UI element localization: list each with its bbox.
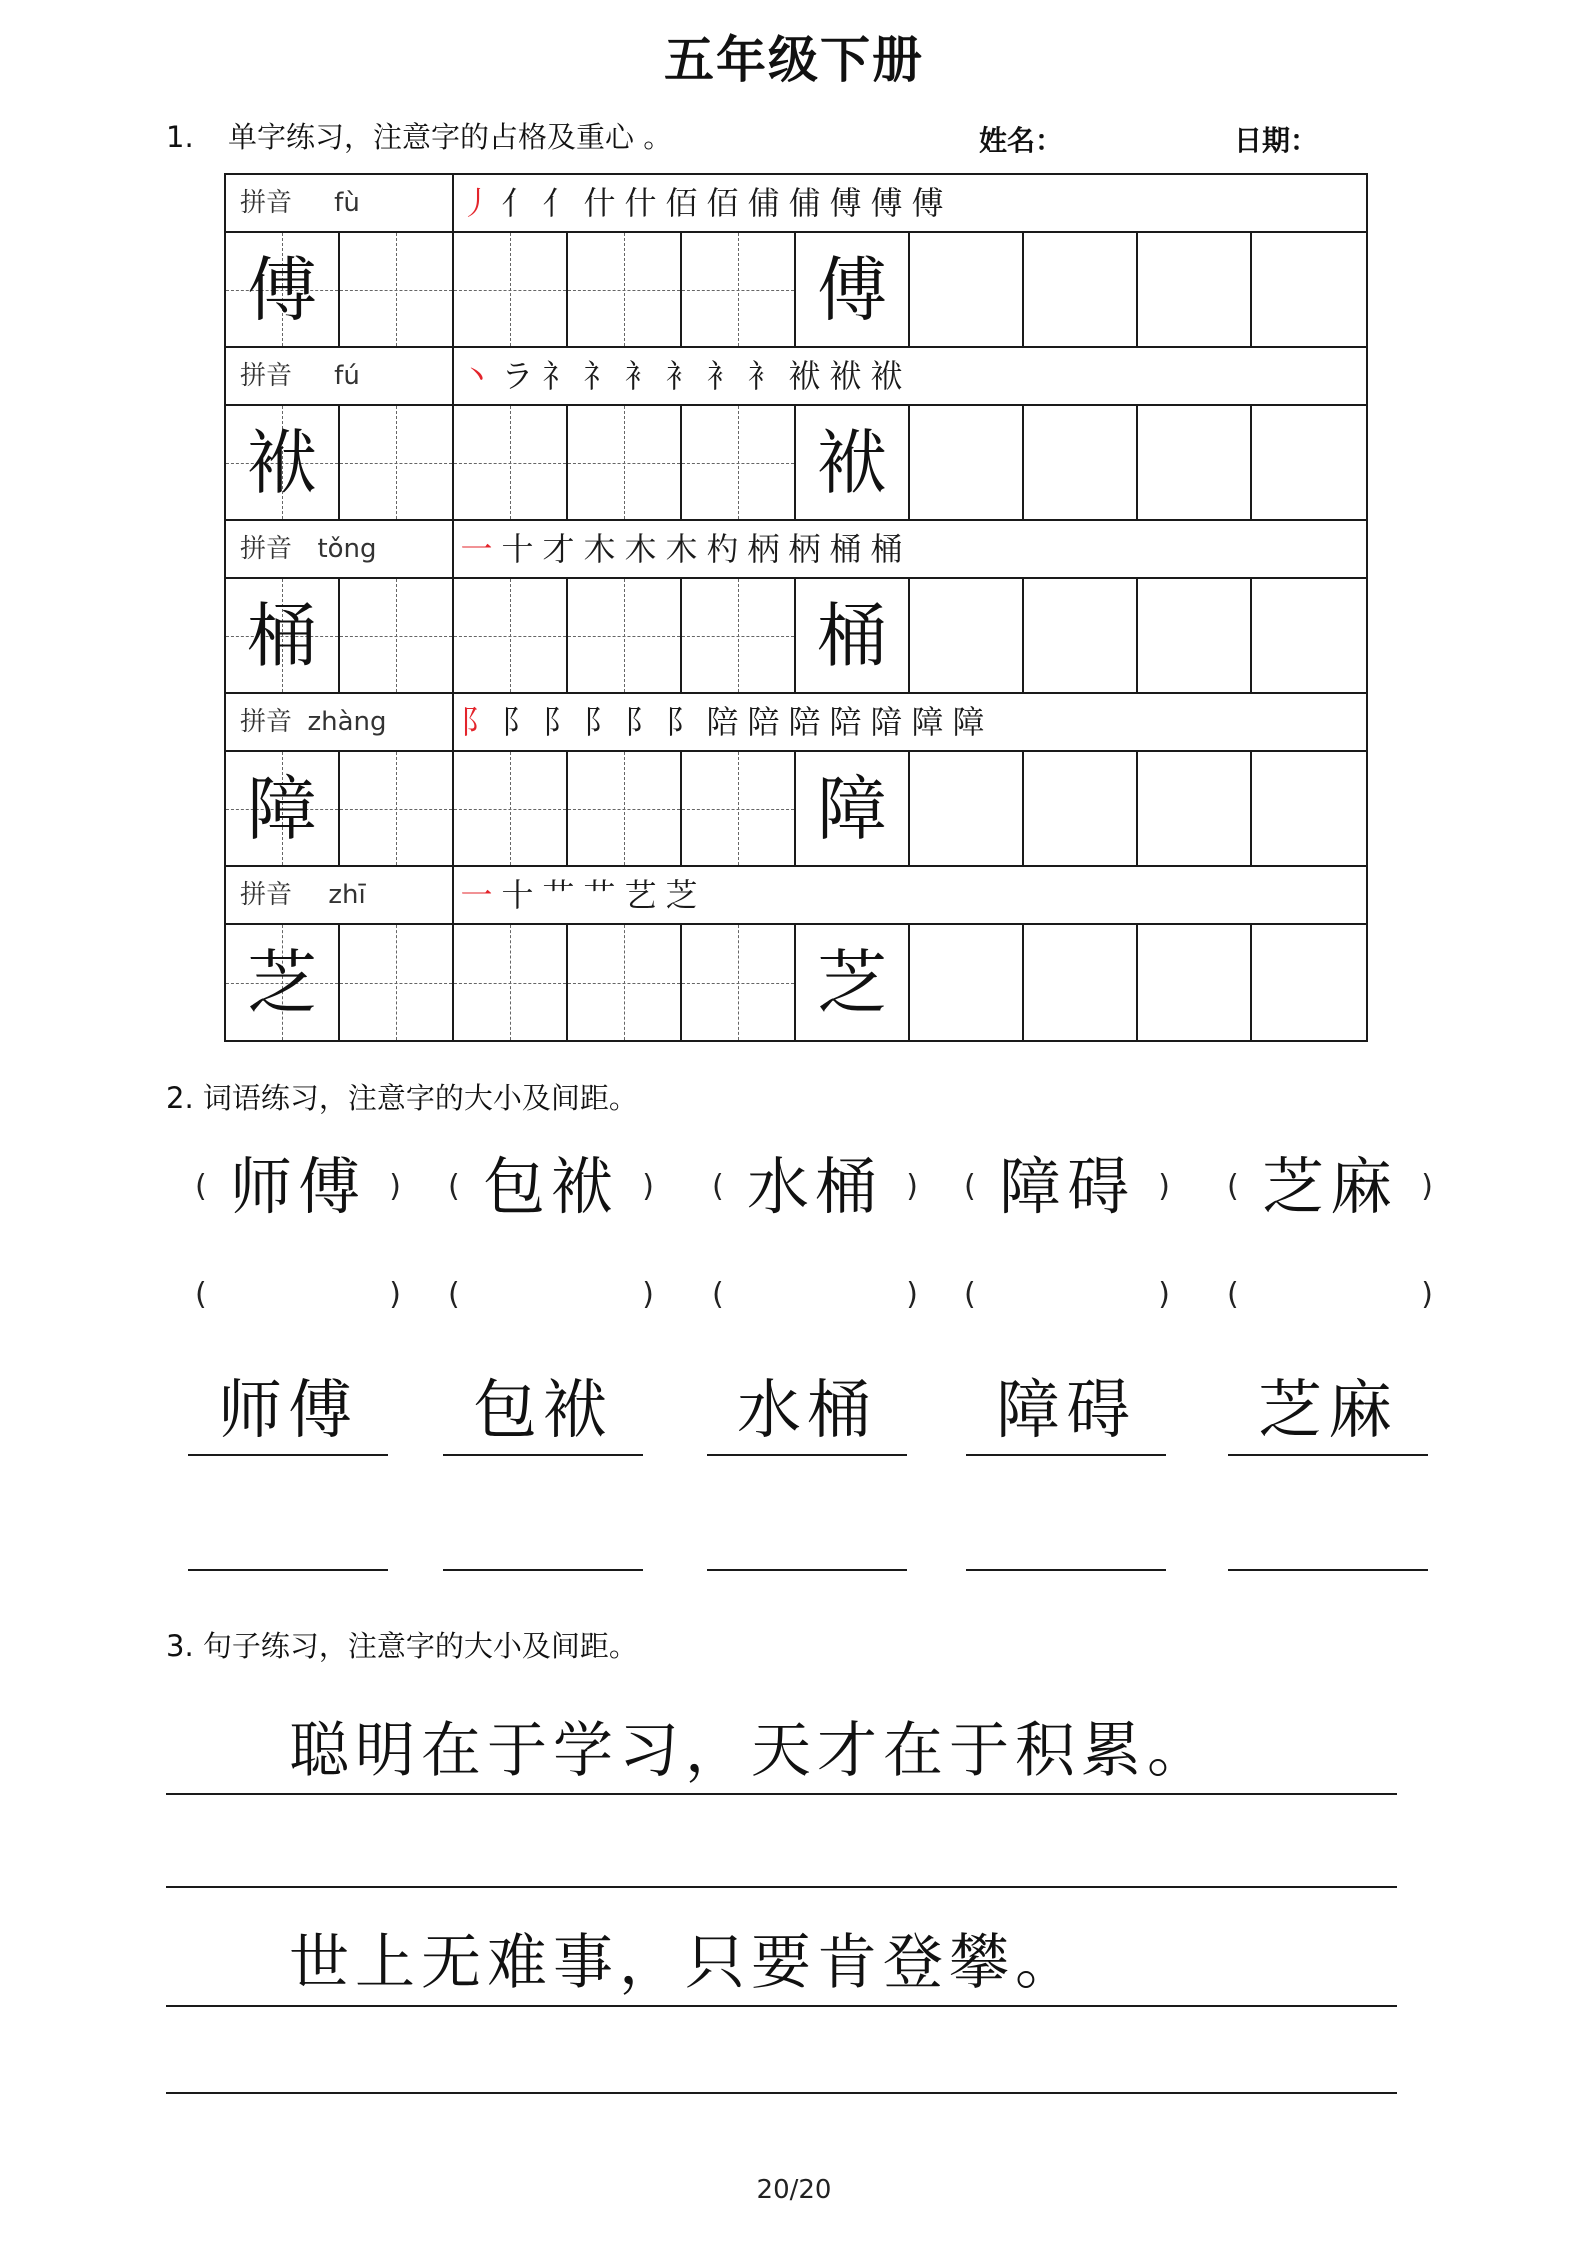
stroke-step: 佰: [665, 184, 698, 222]
section2-instruction: 2. 词语练习，注意字的大小及间距。: [166, 1081, 638, 1115]
practice-cell: [1024, 406, 1138, 519]
stroke-step: ラ: [501, 357, 534, 395]
blank-underline: [188, 1535, 388, 1571]
underlined-word: 障碍: [966, 1368, 1166, 1456]
name-label: 姓名：: [979, 124, 1064, 157]
page-title: 五年级下册: [664, 31, 924, 89]
stroke-step: 丶: [460, 357, 493, 395]
pinyin-row: [226, 348, 1366, 406]
stroke-step: 木: [583, 530, 616, 568]
practice-cell: [454, 752, 568, 865]
pinyin-label-area: [226, 175, 454, 231]
paren-close: ): [906, 1277, 918, 1312]
char-row: [226, 406, 1366, 521]
copy-char: 桶: [817, 594, 887, 677]
stroke-order: [456, 348, 907, 404]
practice-cell: [910, 406, 1024, 519]
practice-cell: [682, 579, 796, 692]
stroke-step: 阝: [624, 703, 657, 741]
practice-cell: [340, 233, 454, 346]
stroke-step: 木: [665, 530, 698, 568]
stroke-step: 芝: [665, 876, 698, 914]
paren-close: ): [642, 1277, 654, 1312]
practice-cell: [1252, 406, 1366, 519]
stroke-step: 丿: [460, 184, 493, 222]
practice-cell: [1024, 752, 1138, 865]
stroke-step: 佰: [706, 184, 739, 222]
stroke-step: 柄: [788, 530, 821, 568]
stroke-step: 桶: [829, 530, 862, 568]
practice-cell: [1252, 925, 1366, 1040]
section3-instruction: 3. 句子练习，注意字的大小及间距。: [166, 1629, 638, 1663]
practice-cell: [910, 925, 1024, 1040]
practice-cell: [682, 925, 796, 1040]
stroke-step: 衤: [624, 357, 657, 395]
stroke-step: 桶: [870, 530, 903, 568]
stroke-step: 才: [542, 530, 575, 568]
paren-close: ): [1158, 1169, 1170, 1204]
stroke-step: 柄: [747, 530, 780, 568]
practice-cell: [1138, 579, 1252, 692]
copy-char: 芝: [817, 941, 887, 1024]
stroke-step: 障: [952, 703, 985, 741]
model-char-cell: [226, 579, 340, 692]
model-char: 傅: [247, 248, 317, 331]
paren-open: (: [1227, 1169, 1239, 1204]
model-char-cell: [226, 406, 340, 519]
stroke-step: 木: [624, 530, 657, 568]
practice-cell: [340, 579, 454, 692]
pinyin-row: [226, 175, 1366, 233]
practice-cell: [340, 752, 454, 865]
practice-cell: [910, 579, 1024, 692]
model-word: 芝麻: [1261, 1150, 1398, 1223]
pinyin-label: 拼音: [240, 188, 293, 218]
practice-cell: [454, 579, 568, 692]
practice-cell: [1138, 752, 1252, 865]
stroke-step: 十: [501, 876, 534, 914]
char-row: [226, 579, 1366, 694]
pinyin-label: 拼音: [240, 880, 293, 910]
date-label: 日期：: [1234, 124, 1319, 157]
word-group: [712, 1142, 918, 1232]
pinyin-label-area: [226, 867, 454, 923]
paren-open: (: [1227, 1277, 1239, 1312]
model-char: 芝: [247, 941, 317, 1024]
stroke-step: 十: [501, 530, 534, 568]
practice-cell: [1138, 233, 1252, 346]
stroke-step: 隌: [870, 703, 903, 741]
blank-paren-group: [1227, 1275, 1433, 1315]
paren-open: (: [195, 1277, 207, 1312]
stroke-step: 障: [911, 703, 944, 741]
copy-char-cell: [796, 925, 910, 1040]
word-group: [1227, 1142, 1433, 1232]
model-word: 障碍: [998, 1150, 1135, 1223]
practice-cell: [454, 925, 568, 1040]
underlined-word: 芝麻: [1228, 1368, 1428, 1456]
stroke-step: 傅: [870, 184, 903, 222]
copy-char-cell: [796, 233, 910, 346]
blank-underline: [1228, 1535, 1428, 1571]
stroke-step: 阝: [665, 703, 698, 741]
stroke-step: 什: [624, 184, 657, 222]
practice-cell: [682, 752, 796, 865]
stroke-step: 袱: [870, 357, 903, 395]
practice-cell: [1252, 752, 1366, 865]
stroke-step: 陪: [747, 703, 780, 741]
stroke-step: 阝: [460, 703, 493, 741]
copy-char: 傅: [817, 248, 887, 331]
stroke-order: [456, 867, 702, 923]
practice-cell: [1024, 233, 1138, 346]
copy-char-cell: [796, 406, 910, 519]
pinyin-text: fú: [334, 361, 360, 391]
model-char: 桶: [247, 594, 317, 677]
paren-open: (: [712, 1277, 724, 1312]
model-word: 包袱: [482, 1150, 619, 1223]
blank-writing-line: [166, 2092, 1397, 2094]
paren-open: (: [964, 1169, 976, 1204]
underlined-word: 水桶: [707, 1368, 907, 1456]
paren-open: (: [964, 1277, 976, 1312]
paren-open: (: [448, 1169, 460, 1204]
paren-close: ): [389, 1277, 401, 1312]
copy-char-cell: [796, 752, 910, 865]
stroke-step: 衤: [665, 357, 698, 395]
underlined-word: 包袱: [443, 1368, 643, 1456]
model-char: 袱: [247, 421, 317, 504]
pinyin-text: zhàng: [307, 707, 387, 737]
stroke-step: 一: [460, 876, 493, 914]
practice-cell: [1252, 233, 1366, 346]
copy-char: 袱: [817, 421, 887, 504]
char-row: [226, 925, 1366, 1040]
stroke-step: 阝: [501, 703, 534, 741]
blank-underline: [443, 1535, 643, 1571]
pinyin-label: 拼音: [240, 707, 293, 737]
pinyin-label-area: [226, 521, 454, 577]
blank-paren-group: [712, 1275, 918, 1315]
model-char: 障: [247, 767, 317, 850]
stroke-step: 俌: [747, 184, 780, 222]
practice-cell: [910, 233, 1024, 346]
pinyin-label-area: [226, 348, 454, 404]
pinyin-label: 拼音: [240, 534, 293, 564]
pinyin-row: [226, 694, 1366, 752]
stroke-step: 亻: [501, 184, 534, 222]
pinyin-text: zhī: [328, 880, 366, 910]
stroke-step: 陪: [829, 703, 862, 741]
blank-writing-line: [166, 1886, 1397, 1888]
stroke-step: 傅: [829, 184, 862, 222]
practice-cell: [1138, 406, 1252, 519]
blank-underline: [966, 1535, 1166, 1571]
practice-cell: [454, 406, 568, 519]
pinyin-row: [226, 867, 1366, 925]
stroke-step: 陪: [706, 703, 739, 741]
practice-cell: [454, 233, 568, 346]
model-sentence: 聪明在于学习，天才在于积累。: [166, 1709, 1397, 1795]
stroke-step: 俌: [788, 184, 821, 222]
practice-cell: [568, 752, 682, 865]
stroke-step: 杓: [706, 530, 739, 568]
char-row: [226, 752, 1366, 867]
stroke-step: 艹: [583, 876, 616, 914]
stroke-step: 礻: [542, 357, 575, 395]
paren-open: (: [448, 1277, 460, 1312]
blank-underline: [707, 1535, 907, 1571]
practice-cell: [568, 406, 682, 519]
blank-paren-group: [448, 1275, 654, 1315]
stroke-step: 什: [583, 184, 616, 222]
practice-cell: [340, 406, 454, 519]
paren-open: (: [195, 1169, 207, 1204]
practice-cell: [1024, 925, 1138, 1040]
model-char-cell: [226, 925, 340, 1040]
model-sentence: 世上无难事，只要肯登攀。: [166, 1921, 1397, 2007]
stroke-step: 袱: [829, 357, 862, 395]
paren-close: ): [1421, 1169, 1433, 1204]
section1-instruction: 单字练习，注意字的占格及重心 。: [228, 120, 673, 154]
stroke-step: 亻: [542, 184, 575, 222]
practice-cell: [910, 752, 1024, 865]
pinyin-label-area: [226, 694, 454, 750]
stroke-step: 礻: [583, 357, 616, 395]
stroke-order: [456, 694, 989, 750]
practice-cell: [340, 925, 454, 1040]
underlined-word: 师傅: [188, 1368, 388, 1456]
word-group: [195, 1142, 401, 1232]
paren-close: ): [389, 1169, 401, 1204]
practice-cell: [1252, 579, 1366, 692]
pinyin-label: 拼音: [240, 361, 293, 391]
copy-char-cell: [796, 579, 910, 692]
stroke-order: [456, 521, 907, 577]
stroke-step: 袱: [788, 357, 821, 395]
word-group: [448, 1142, 654, 1232]
practice-cell: [568, 925, 682, 1040]
word-group: [964, 1142, 1170, 1232]
practice-cell: [682, 406, 796, 519]
model-word: 水桶: [746, 1150, 883, 1223]
blank-paren-group: [195, 1275, 401, 1315]
stroke-step: 阝: [542, 703, 575, 741]
copy-char: 障: [817, 767, 887, 850]
stroke-step: 衤: [747, 357, 780, 395]
stroke-step: 艺: [624, 876, 657, 914]
practice-cell: [568, 579, 682, 692]
model-word: 师傅: [229, 1150, 366, 1223]
blank-paren-group: [964, 1275, 1170, 1315]
stroke-step: 傅: [911, 184, 944, 222]
paren-close: ): [642, 1169, 654, 1204]
pinyin-text: tǒng: [317, 534, 377, 564]
paren-close: ): [1421, 1277, 1433, 1312]
practice-cell: [1138, 925, 1252, 1040]
paren-open: (: [712, 1169, 724, 1204]
section1-number: 1.: [166, 120, 194, 154]
stroke-order: [456, 175, 948, 231]
pinyin-text: fù: [334, 188, 360, 218]
practice-cell: [1024, 579, 1138, 692]
practice-cell: [568, 233, 682, 346]
model-char-cell: [226, 233, 340, 346]
stroke-step: 陪: [788, 703, 821, 741]
char-row: [226, 233, 1366, 348]
stroke-step: 阝: [583, 703, 616, 741]
paren-close: ): [1158, 1277, 1170, 1312]
pinyin-row: [226, 521, 1366, 579]
paren-close: ): [906, 1169, 918, 1204]
stroke-step: 衤: [706, 357, 739, 395]
stroke-step: 一: [460, 530, 493, 568]
stroke-step: 艹: [542, 876, 575, 914]
practice-cell: [682, 233, 796, 346]
character-practice-grid: [224, 173, 1368, 1042]
page-number: 20/20: [756, 2175, 832, 2205]
model-char-cell: [226, 752, 340, 865]
